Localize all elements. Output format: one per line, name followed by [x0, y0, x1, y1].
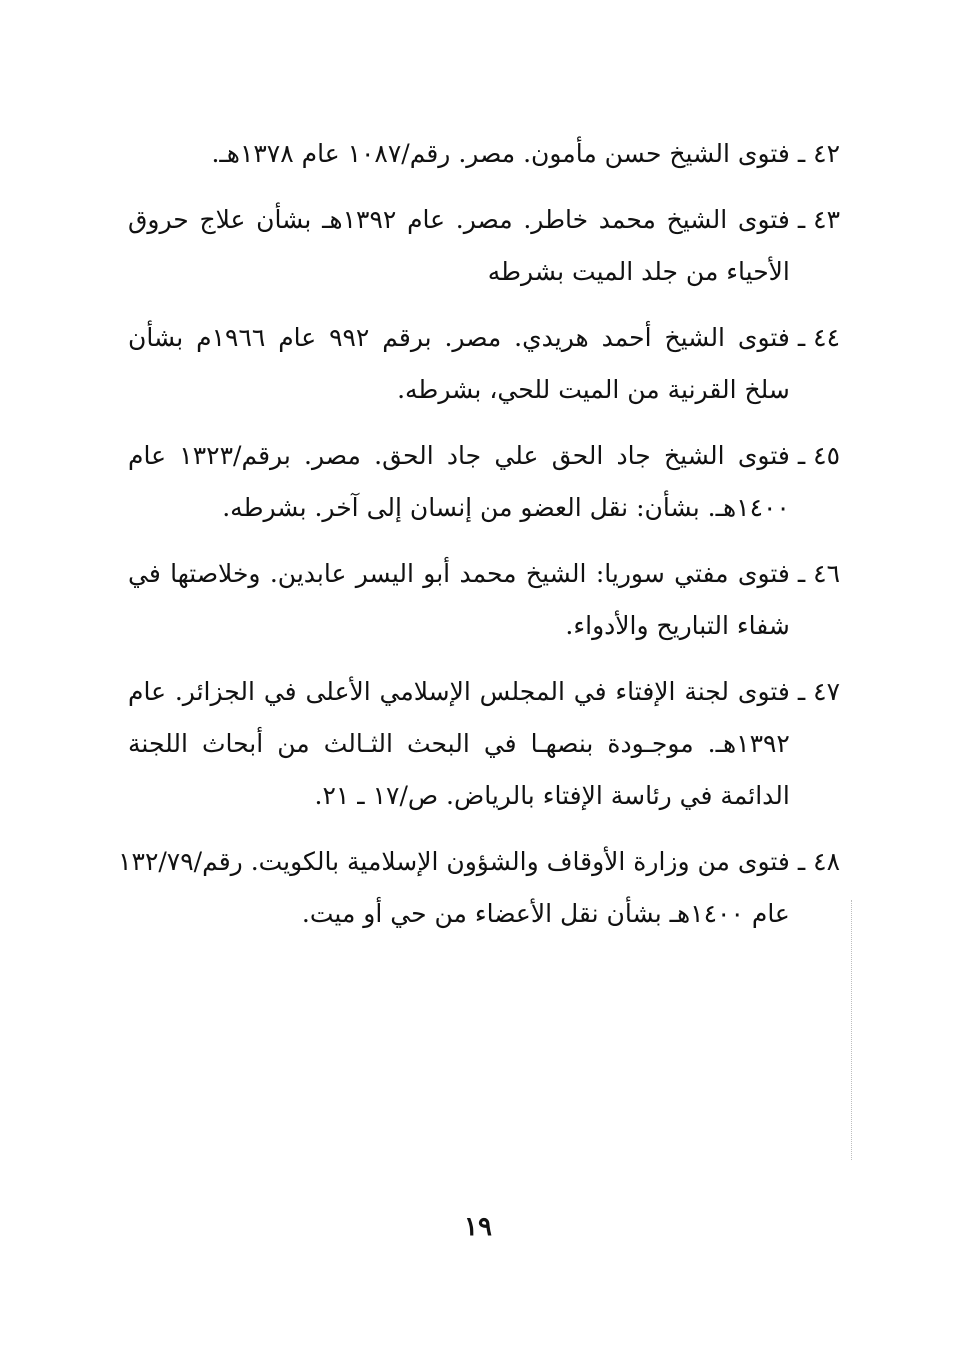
entry-number: ٤٤ ـ — [797, 323, 840, 352]
list-item — [128, 666, 840, 822]
entry-line: فتوى لجنة الإفتاء في المجلس الإسلامي الأعلى في الجزائر. عام — [128, 677, 790, 706]
entry-number: ٤٥ ـ — [797, 441, 840, 470]
list-item — [128, 430, 840, 534]
entry-number: ٤٣ ـ — [797, 205, 840, 234]
entry-line: شفاء التباريح والأدواء. — [565, 611, 790, 640]
entry-line: فتوى الشيخ أحمد هريدي. مصر. برقم ٩٩٢ عام ١٩٦٦م بشأن — [128, 323, 790, 352]
list-item — [128, 128, 840, 180]
entry-number: ٤٢ ـ — [797, 139, 840, 168]
entry-line: الأحياء من جلد الميت بشرطه — [487, 257, 790, 286]
entry-text — [128, 548, 790, 652]
list-item — [118, 836, 840, 940]
entry-number: ٤٧ ـ — [797, 677, 840, 706]
entry-text — [118, 836, 790, 940]
entry-text — [128, 312, 790, 416]
entry-text — [128, 194, 790, 298]
entry-text — [128, 128, 790, 180]
list-item — [128, 548, 840, 652]
entry-line: عام ١٤٠٠هـ بشأن نقل الأعضاء من حي أو ميت. — [301, 899, 790, 928]
entry-line: سلخ القرنية من الميت للحي، بشرطه. — [397, 375, 790, 404]
list-item — [128, 312, 840, 416]
entry-line: ١٣٩٢هـ. موجـودة بنصهـا في البحث الثـالث من أبحاث اللجنة — [128, 729, 790, 758]
entry-line: فتوى مفتي سوريا: الشيخ محمد أبو اليسر عابدين. وخلاصتها في — [128, 559, 790, 588]
entry-line: فتوى من وزارة الأوقاف والشؤون الإسلامية بالكويت. رقم/١٣٢/٧٩ — [118, 847, 790, 876]
entry-line: ١٤٠٠هـ. بشأن: نقل العضو من إنسان إلى آخر. بشرطه. — [222, 493, 790, 522]
entry-number: ٤٨ ـ — [797, 847, 840, 876]
page-number: ١٩ — [464, 1212, 492, 1242]
entry-text — [128, 430, 790, 534]
entry-line: الدائمة في رئاسة الإفتاء بالرياض. ص/١٧ ـ ٢١. — [314, 781, 790, 810]
list-item — [128, 194, 840, 298]
entry-number: ٤٦ ـ — [797, 559, 840, 588]
entry-text — [128, 666, 790, 822]
scan-margin-dots — [847, 900, 852, 1160]
fatwa-list — [118, 128, 840, 954]
entry-line: فتوى الشيخ محمد خاطر. مصر. عام ١٣٩٢هـ بشأن علاج حروق — [128, 205, 790, 234]
entry-line: فتوى الشيخ حسن مأمون. مصر. رقم/١٠٨٧ عام ١٣٧٨هـ. — [211, 139, 790, 168]
entry-line: فتوى الشيخ جاد الحق علي جاد الحق. مصر. برقم/١٣٢٣ عام — [128, 441, 790, 470]
